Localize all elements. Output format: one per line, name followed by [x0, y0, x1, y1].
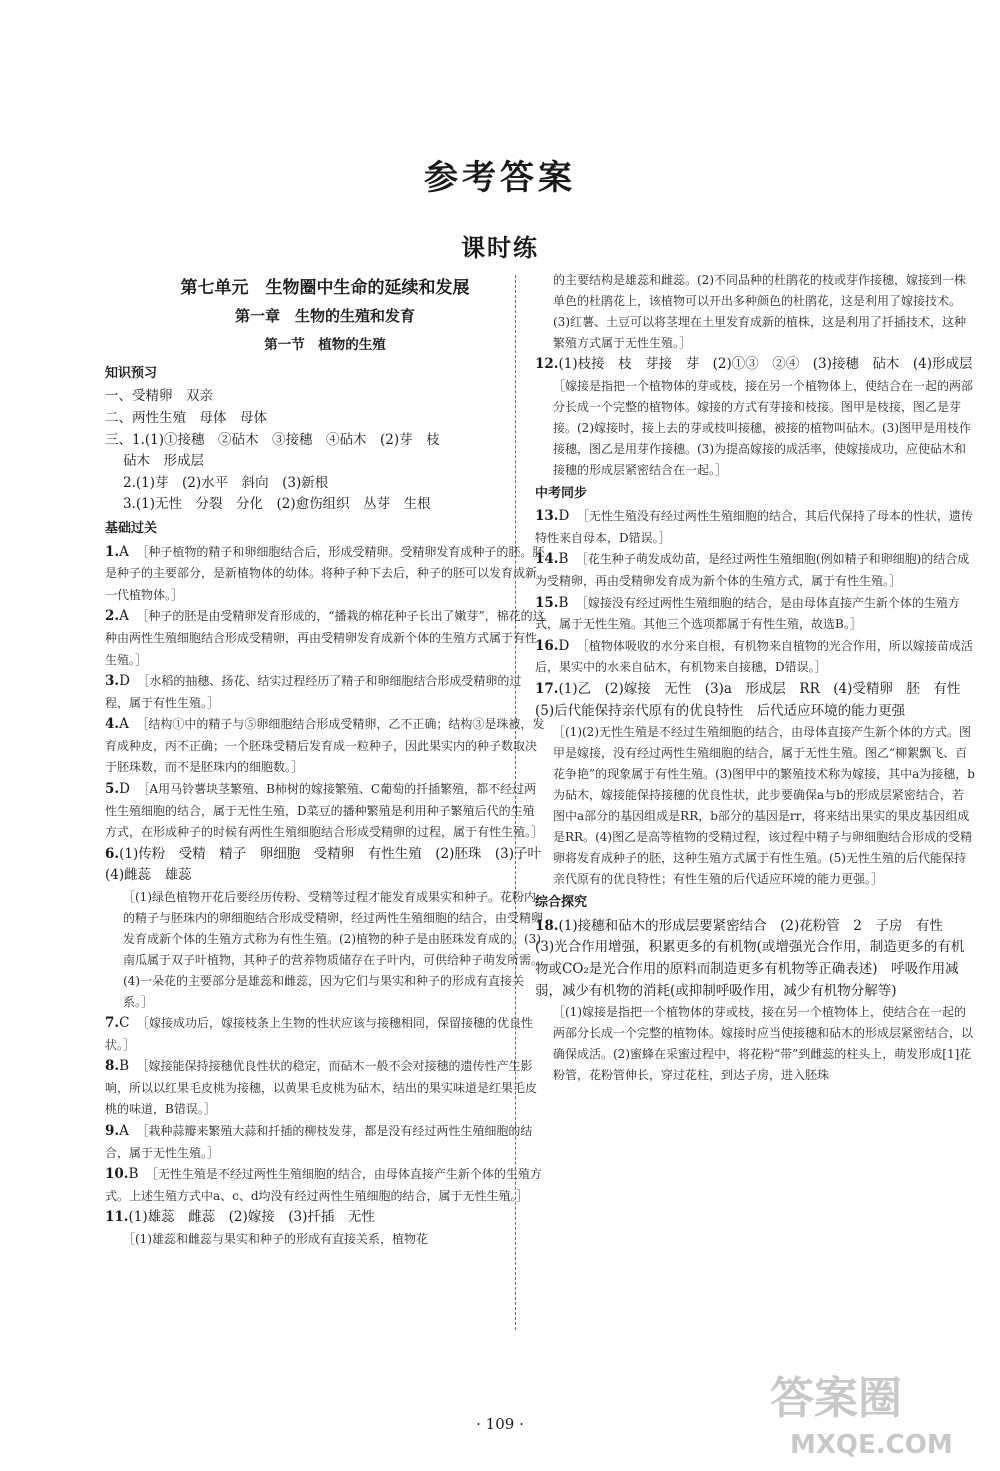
answer-number: 14. [535, 551, 559, 568]
answer-explanation: ［(1)(2)无性生殖是不经过生殖细胞的结合，由母体直接产生新个体的方式。图甲是嫁接，没有经过两性生殖细胞的结合，属于无性生殖。图乙“柳絮飘飞、百花争艳”的现象属于有性生殖。(3)图甲中的繁殖技术称为嫁接，其中a为接穗，b为砧木，嫁接能保持接穗的优良性状，此步要确保a与b的形成层紧密结合，若图中a部分的基因组成是RR，b部分的基因是rr，将来结出果实的果皮基因组成是RR。(4)图乙是高等植物的受精过程，该过程中精子与卵细胞结合形成的受精卵将发育成种子的胚，这种生殖方式属于有性生殖。(5)无性生殖的后代能保持亲代原有的优良特性；有性生殖的后代适应环境的能力更强。］ [553, 725, 975, 887]
answer-item [535, 506, 975, 549]
answer-list [535, 506, 975, 890]
watermark-logo [750, 1353, 980, 1463]
answer-item [105, 779, 545, 844]
answer-item [105, 1207, 545, 1250]
answer-explanation: ［(1)嫁接是指把一个植物体的芽或枝，接在另一个植物体上，使结合在一起的两部分长成一个完整的植物体。嫁接时应当使接穗和砧木的形成层紧密结合，以确保成活。(2)蜜蜂在采蜜过程中，将花粉“带”到雌蕊的柱头上，萌发形成[1]花粉管，花粉管伸长，穿过花柱，到达子房，进入胚珠 [553, 1005, 974, 1083]
answer-text: (1)雄蕊 雌蕊 (2)嫁接 (3)扦插 无性 [128, 1209, 389, 1226]
answer-item [105, 1121, 545, 1164]
answer-text: B [119, 1058, 143, 1075]
answer-item [535, 916, 975, 1086]
answer-item [535, 679, 975, 890]
answer-item [535, 354, 986, 481]
preview-line: 一、受精卵 双亲 [105, 388, 213, 405]
preview-line: 3.(1)无性 分裂 分化 (2)愈伤组织 丛芽 生根 [123, 496, 431, 513]
heading-exam: 中考同步 [535, 485, 588, 501]
preview-line: 二、两性生殖 母体 母体 [105, 409, 267, 426]
answer-text: (1)枝接 枝 芽接 芽 (2)①③ ②④ (3)接穗 砧木 (4)形成层 [558, 356, 986, 372]
answer-number: 2. [105, 608, 120, 625]
answer-number: 15. [535, 594, 559, 611]
answer-text: B [558, 594, 582, 611]
answer-text: A [119, 716, 143, 733]
answer-explanation: ［种子植物的精子和卵细胞结合后，形成受精卵。受精卵发育成种子的胚。胚是种子的主要部分，是新植物体的幼体。将种子种下去后，种子的胚可以发育成新一代植物体。］ [105, 544, 545, 602]
answer-explanation: ［嫁接成功后，嫁接枝条上生物的性状应该与接穗相同，保留接穗的优良性状。］ [105, 1016, 533, 1052]
answer-number: 3. [105, 673, 120, 690]
section-heading: 第一节 植物的生殖 [264, 337, 386, 354]
answer-explanation: ［无性生殖是不经过两性生殖细胞的结合，由母体直接产生新个体的生殖方式。上述生殖方式中a、c、d均没有经过两性生殖细胞的结合，属于无性生殖。］ [105, 1167, 542, 1203]
answer-number: 12. [535, 356, 559, 372]
preview-line: 2.(1)芽 (2)水平 斜向 (3)新根 [123, 474, 329, 491]
page-title: 参考答案 [424, 158, 576, 198]
answer-number: 4. [105, 716, 120, 733]
answer-item [105, 1013, 545, 1056]
answer-text: A [119, 608, 143, 625]
page-subtitle: 课时练 [461, 234, 539, 262]
answer-number: 13. [535, 508, 559, 525]
answer-number: 7. [105, 1015, 120, 1032]
watermark-url: MXQE.COM [790, 1430, 953, 1460]
answer-item [105, 1056, 545, 1121]
answer-text: A [119, 543, 143, 560]
answer-item [535, 593, 975, 636]
answer-text: A [119, 1123, 143, 1139]
answer-text: B [558, 551, 582, 568]
watermark-text: 答案圈 [770, 1373, 902, 1424]
answer-item [535, 636, 975, 679]
answer-explanation: ［水稻的抽穗、扬花、结实过程经历了精子和卵细胞结合形成受精卵的过程，属于有性生殖。］ [105, 674, 522, 710]
answer-text: C [119, 1015, 143, 1032]
answer-explanation: ［植物体吸收的水分来自根，有机物来自植物的光合作用，所以嫁接苗成活后，果实中的水来自砧木，有机物来自接穗，D错误。］ [535, 638, 973, 675]
page-number: · 109 · [476, 1415, 524, 1433]
answer-text: D [119, 673, 144, 690]
answer-explanation: ［(1)雄蕊和雌蕊与果实和种子的形成有直接关系，植物花 [123, 1231, 429, 1246]
answer-item [105, 714, 545, 779]
answer-explanation: ［嫁接能保持接穗优良性状的稳定，而砧木一般不会对接穗的遗传性产生影响，所以以红果毛皮桃为接穗，以黄果毛皮桃为砧木，结出的果实味道是红果毛皮桃的味道，B错误。］ [105, 1059, 538, 1117]
unit-heading: 第七单元 生物圈中生命的延续和发展 [180, 278, 470, 298]
answer-item [535, 916, 975, 1086]
answer-explanation: ［A用马铃薯块茎繁殖、B柿树的嫁接繁殖、C葡萄的扦插繁殖，都不经过两性生殖细胞的结合，属于无性生殖，D菜豆的播种繁殖是利用种子繁殖后代的生殖方式，在形成种子的时候有两性生殖细胞结合形成受精卵的过程，属于有性生殖。］ [105, 782, 544, 840]
answer-explanation: ［种子的胚是由受精卵发育形成的，“播栽的棉花种子长出了嫩芽”，棉花的这种由两性生殖细胞结合形成受精卵，再由受精卵发育成新个体的生殖方式属于有性生殖。］ [105, 609, 545, 667]
answer-explanation: ［(1)绿色植物开花后要经历传粉、受精等过程才能发育成果实和种子。花粉内的精子与胚珠内的卵细胞结合形成受精卵，经过两性生殖细胞的结合，由受精卵发育成新个体的生殖方式称为有性生殖。(2)植物的种子是由胚珠发育成的。(3)南瓜属于双子叶植物，其种子的营养物质储存在子叶内，可供给种子萌发所需。(4)一朵花的主要部分是雄蕊和雌蕊，因为它们与果实和种子的形成有直接关系。］ [123, 890, 544, 1010]
answer-text: B [128, 1166, 152, 1183]
answer-text: (1)接穗和砧木的形成层要紧密结合 (2)花粉管 2 子房 有性 (3)光合作用增强，积累更多的有机物(或增强光合作用，制造更多的有机物或CO₂是光合作用的原料而制造更多有机物等正确表述) 呼吸作用减弱，减少有机物的消耗(或抑制呼吸作用，减少有机物分解等) [535, 917, 965, 999]
answer-text: D [119, 781, 144, 798]
chapter-heading: 第一章 生物的生殖和发育 [234, 306, 415, 325]
answer-number: 1. [105, 543, 120, 560]
preview-line: 砧木 形成层 [123, 453, 204, 470]
answer-item [535, 549, 975, 592]
heading-basic: 基础过关 [105, 520, 158, 536]
answer-number: 16. [535, 637, 559, 654]
answer-explanation: ［栽种蒜瓣来繁殖大蒜和扦插的柳枝发芽，都是没有经过两性生殖细胞的结合，属于无性生殖。］ [105, 1124, 533, 1160]
preview-line: 三、1.(1)①接穗 ②砧木 ③接穗 ④砧木 (2)芽 枝 [105, 431, 440, 448]
answer-explanation: ［花生种子萌发成幼苗，是经过两性生殖细胞(例如精子和卵细胞)的结合成为受精卵，再由受精卵发育成为新个体的生殖方式，属于有性生殖。］ [535, 552, 970, 588]
answer-number: 5. [105, 781, 120, 798]
answer-item [105, 542, 545, 607]
continued-explanation: 的主要结构是雄蕊和雌蕊。(2)不同品种的杜鹃花的枝或芽作接穗，嫁接到一株单色的杜鹃花上，该植物可以开出多种颜色的杜鹃花，这是利用了嫁接技术。(3)红薯、土豆可以将茎埋在土里发育成新的植株，这是利用了扦插技术，这种繁殖方式属于无性生殖。］ [553, 273, 967, 350]
answer-explanation: ［无性生殖没有经过两性生殖细胞的结合，其后代保持了母本的性状，遗传特性来自母本，D错误。］ [535, 509, 973, 545]
heading-explore: 综合探究 [535, 895, 588, 911]
answer-number: 6. [105, 845, 120, 862]
right-column [535, 270, 986, 1086]
answer-number: 11. [105, 1209, 129, 1226]
answer-text: D [558, 637, 583, 654]
answer-explanation: ［嫁接没有经过两性生殖细胞的结合，是由母体直接产生新个体的生殖方式，属于无性生殖。其他三个选项都属于有性生殖，故选B。］ [535, 595, 960, 632]
heading-preview: 知识预习 [105, 365, 158, 381]
answer-item [535, 354, 986, 481]
answer-number: 8. [105, 1058, 120, 1075]
answer-item [105, 606, 545, 671]
answer-number: 17. [535, 680, 559, 697]
answer-item [105, 1164, 545, 1207]
answer-explanation: ［结构①中的精子与⑤卵细胞结合形成受精卵，乙不正确；结构③是珠被，发育成种皮，丙不正确；一个胚珠受精后发育成一粒种子，因此果实内的种子数取决于胚珠数，而不是胚珠内的细胞数。］ [105, 717, 545, 775]
answer-number: 9. [105, 1123, 120, 1139]
answer-text: D [558, 508, 583, 525]
answer-text: (1)传粉 受精 精子 卵细胞 受精卵 有性生殖 (2)胚珠 (3)子叶 (4)雌蕊 雄蕊 [105, 845, 555, 884]
answer-number: 18. [535, 917, 559, 934]
answer-explanation: ［嫁接是指把一个植物体的芽或枝，接在另一个植物体上，使结合在一起的两部分长成一个完整的植物体。嫁接的方式有芽接和枝接。图甲是枝接，图乙是芽接。(2)嫁接时，接上去的芽或枝叫接穗，被接的植物叫砧木。(3)图甲是用枝作接穗，图乙是用芽作接穗。(3)为提高嫁接的成活率，使嫁接成功，应使砧木和接穗的形成层紧密结合在一起。］ [553, 378, 974, 477]
answer-text: (1)乙 (2)嫁接 无性 (3)a 形成层 RR (4)受精卵 胚 有性 (5)后代能保持亲代原有的优良特性 后代适应环境的能力更强 [535, 680, 974, 719]
answer-item [105, 671, 545, 714]
answer-number: 10. [105, 1166, 129, 1183]
